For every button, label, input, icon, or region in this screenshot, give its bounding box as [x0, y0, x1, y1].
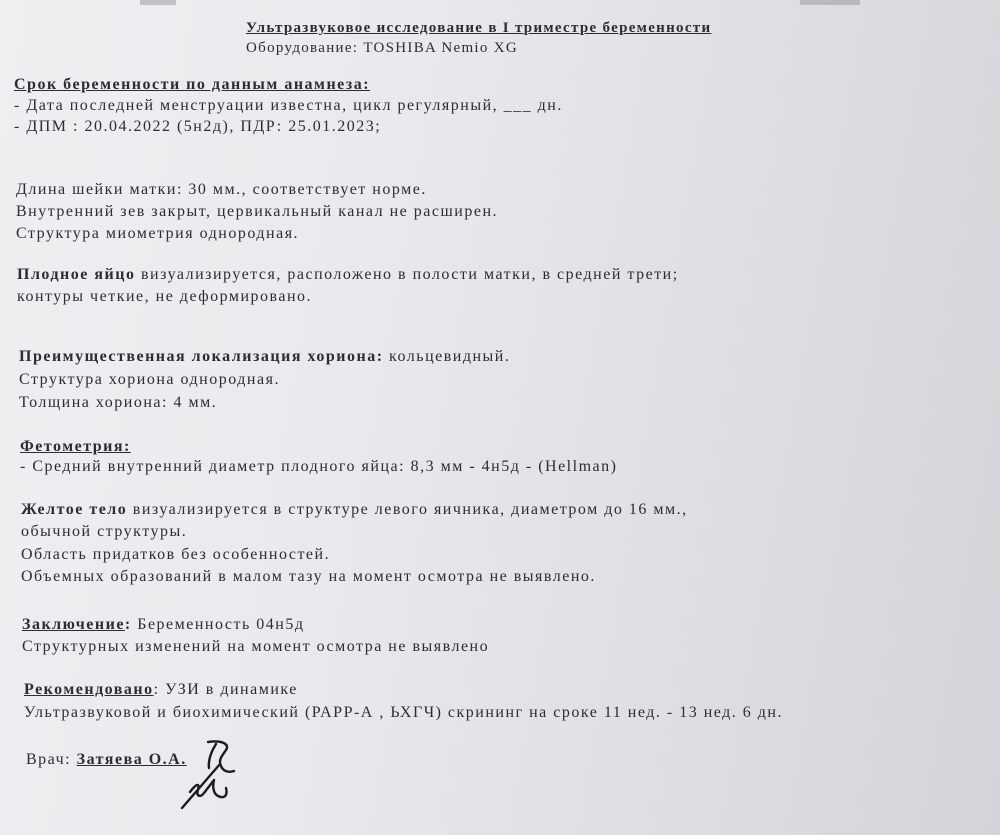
doctor-name: Затяева О.А.	[76, 751, 187, 768]
internal-os: Внутренний зев закрыт, цервикальный канал не расширен.	[16, 203, 499, 220]
anamnesis-line: - ДПМ : 20.04.2022 (5н2д), ПДР: 25.01.2023;	[14, 118, 382, 135]
equipment-line: Оборудование: TOSHIBA Nemio XG	[246, 40, 519, 56]
recommendation-label: Рекомендовано	[24, 681, 154, 698]
fetometry-heading: Фетометрия:	[20, 438, 131, 455]
paper-edge-mark	[140, 0, 176, 5]
gestational-sac-contours: контуры четкие, не деформировано.	[17, 288, 313, 305]
chorion-localization-value: кольцевидный.	[383, 348, 511, 365]
conclusion-detail: Структурных изменений на момент осмотра не выявлено	[22, 638, 490, 655]
myometrium-structure: Структура миометрия однородная.	[16, 225, 300, 242]
anamnesis-heading: Срок беременности по данным анамнеза:	[14, 76, 371, 93]
document-title: Ультразвуковое исследование в I триместре беременности	[246, 20, 712, 36]
doctor-line	[26, 750, 187, 770]
pelvic-masses-line: Объемных образований в малом тазу на момент осмотра не выявлено.	[21, 568, 596, 585]
corpus-luteum-text: визуализируется в структуре левого яичника, диаметром до 16 мм.,	[127, 501, 688, 518]
recommendation-text: УЗИ в динамике	[159, 681, 298, 698]
chorion-thickness: Толщина хориона: 4 мм.	[19, 394, 218, 411]
recommendation-colon: :	[153, 681, 160, 698]
fetometry-line: - Средний внутренний диаметр плодного яйца: 8,3 мм - 4н5д - (Hellman)	[20, 458, 618, 475]
chorion-localization-label: Преимущественная локализация хориона:	[19, 348, 384, 365]
conclusion-colon: :	[124, 616, 132, 633]
corpus-luteum-label: Желтое тело	[21, 501, 128, 518]
gestational-sac-label: Плодное яйцо	[17, 266, 136, 283]
recommendation-line	[24, 680, 298, 700]
chorion-structure: Структура хориона однородная.	[19, 371, 280, 388]
cervix-length: Длина шейки матки: 30 мм., соответствует норме.	[16, 181, 427, 198]
doctor-label: Врач:	[26, 751, 77, 768]
screening-recommendation: Ультразвуковой и биохимический (РАРР-А , ЬХГЧ) скрининг на сроке 11 нед. - 13 нед. 6 дн.	[24, 704, 783, 721]
paper-edge-mark	[800, 0, 860, 5]
conclusion-label: Заключение	[22, 616, 125, 633]
corpus-luteum-structure: обычной структуры.	[21, 523, 188, 540]
gestational-sac-text: визуализируется, расположено в полости матки, в средней трети;	[135, 266, 679, 283]
gestational-sac-line	[17, 265, 679, 285]
adnexa-line: Область придатков без особенностей.	[21, 546, 331, 563]
conclusion-text: Беременность 04н5д	[131, 616, 305, 633]
signature-mark	[178, 738, 248, 813]
corpus-luteum-line	[21, 500, 688, 520]
chorion-localization-line	[19, 347, 510, 367]
anamnesis-line: - Дата последней менструации известна, цикл регулярный, ___ дн.	[14, 97, 563, 114]
conclusion-line	[22, 615, 304, 635]
